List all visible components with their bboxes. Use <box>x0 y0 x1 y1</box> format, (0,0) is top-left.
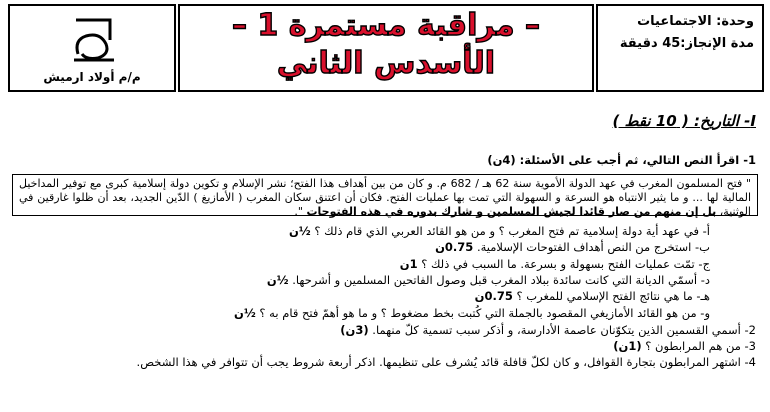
subquestion-a <box>289 224 710 238</box>
subquestion-c <box>400 257 710 271</box>
exam-header <box>8 4 764 96</box>
question-text: 4- اشتهر المرابطون بتجارة القوافل، و كان لكلّ قافلة قائد يُشرف على تنظيمها. اذكر أربعة شروط يجب أن تتوافر في هذا الشخص. <box>136 355 756 369</box>
passage-bold-text: بل إن منهم من صار قائدا لجيش المسلمين و شارك بدوره في هذه الفتوحات <box>306 205 717 218</box>
exam-title: – مراقبة مستمرة 1 – <box>231 8 541 43</box>
exam-subtitle: الأسدس الثاني <box>276 46 496 81</box>
question-text: 3- من هم المرابطون ؟ <box>645 339 756 353</box>
subquestion-text: ج- تمّت عمليات الفتح بسهولة و بسرعة. ما السبب في ذلك ؟ <box>421 257 710 271</box>
question-points: (3ن) <box>340 323 369 337</box>
question-3 <box>613 339 756 353</box>
title-cell <box>178 4 594 92</box>
reading-passage <box>12 174 758 216</box>
passage-end: ". <box>294 205 307 218</box>
subquestion-f <box>234 306 710 320</box>
subquestion-text: هـ- ما هي نتائج الفتح الإسلامي للمغرب ؟ <box>516 289 710 303</box>
question-text: 2- أسمي القسمين الذين يتكوّنان عاصمة الأدارسة، و أذكر سبب تسمية كلّ منهما. <box>372 323 756 337</box>
question-4 <box>137 355 756 369</box>
subquestion-points: ½ن <box>266 273 289 287</box>
subquestion-text: أ- في عهد أية دولة إسلامية تم فتح المغرب ؟ و من هو القائد العربي الذي قام ذلك ؟ <box>314 224 710 238</box>
question-points: (1ن) <box>613 339 642 353</box>
subquestion-text: و- من هو القائد الأمازيغي المقصود بالجملة التي كُتبت بخط مضغوط ؟ و ما هو أهمّ فتح قام به ؟ <box>259 306 710 320</box>
subquestion-b <box>435 240 710 254</box>
subquestion-points: 1ن <box>399 257 418 271</box>
subject-label: وحدة: الاجتماعيات <box>637 14 754 29</box>
section-title: I- التاريخ: ( 10 نقط ) <box>612 112 756 130</box>
school-cell <box>8 4 176 92</box>
duration-label: مدة الإنجاز:45 دقيقة <box>619 36 754 51</box>
school-logo-icon <box>70 14 118 64</box>
question-2 <box>340 323 756 337</box>
question-1-label: 1- اقرأ النص التالي، ثم أجب على الأسئلة: (4ن) <box>487 153 756 167</box>
subquestion-e <box>475 289 710 303</box>
subquestion-points: 0.75ن <box>435 240 474 254</box>
subject-cell <box>596 4 764 92</box>
subquestion-text: د- أسمّي الديانة التي كانت سائدة ببلاد المغرب قبل وصول الفاتحين المسلمين و أشرحها. <box>292 273 710 287</box>
subquestion-points: ½ن <box>234 306 256 320</box>
subquestion-points: 0.75ن <box>474 289 513 303</box>
passage-text: " فتح المسلمون المغرب في عهد الدولة الأموية سنة 62 هـ / 682 م. و كان من بين أهداف هذا الفتح؛ نشر الإسلام و تكوين دولة إسلامية كبرى مع توفير المداخيل المالية لها ... و ما يثير الانتباه هو السرعة و السهولة التي تمت بها عمليات الفتح. فكان أن اعتنق سكان المغرب ( الأمازيغ ) الدّين الجديد، بعد أن ظلوا غارقين في الوثنية، <box>19 177 752 218</box>
subquestion-d <box>267 273 710 287</box>
school-name: م/م أولاد ارميش <box>43 70 141 84</box>
subquestion-points: ½ن <box>288 224 311 238</box>
subquestion-text: ب- استخرج من النص أهداف الفتوحات الإسلامية. <box>476 240 710 254</box>
